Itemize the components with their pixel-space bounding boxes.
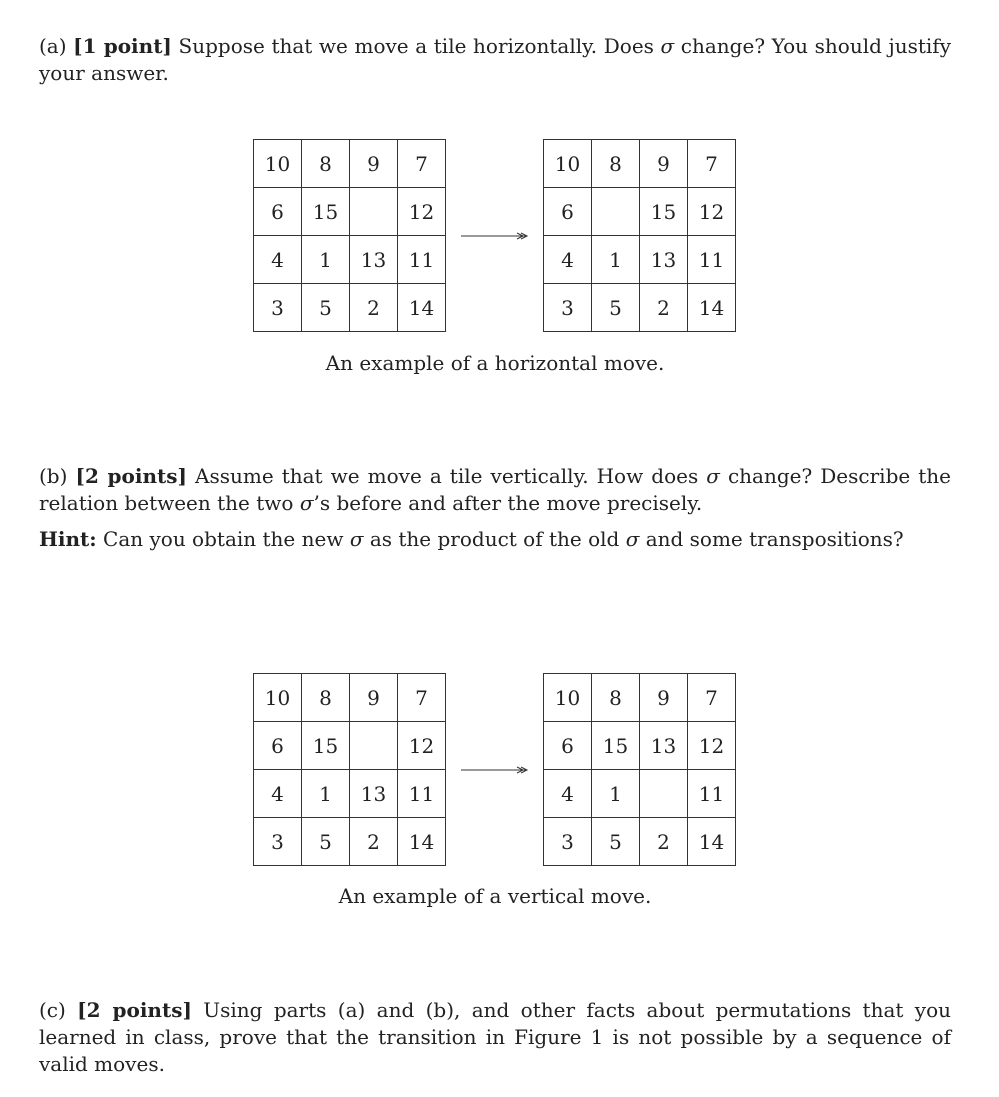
part-b-question	[39, 463, 951, 517]
tile: 5	[592, 818, 640, 866]
empty-tile	[350, 188, 398, 236]
tile: 1	[302, 236, 350, 284]
grid-row	[254, 140, 446, 188]
part-b-hint	[39, 526, 951, 553]
part-b-label: (b)	[39, 464, 68, 488]
part-b-text: ’s before and after the move precisely.	[313, 491, 703, 515]
figure-b-caption: An example of a vertical move.	[338, 884, 652, 908]
grid-row	[544, 722, 736, 770]
part-b-points: [2 points]	[75, 464, 187, 488]
tile: 1	[592, 770, 640, 818]
tile: 1	[302, 770, 350, 818]
figure-b-before-grid	[253, 673, 446, 866]
part-c-label: (c)	[39, 998, 66, 1022]
tile: 15	[302, 722, 350, 770]
tile: 3	[254, 284, 302, 332]
tile: 10	[254, 674, 302, 722]
grid-row	[544, 188, 736, 236]
tile: 15	[592, 722, 640, 770]
grid-row	[544, 770, 736, 818]
tile: 8	[592, 140, 640, 188]
part-c-text: Using parts (a) and (b), and other facts about permutations that you learned in class, prove that the transition in Figure 1 is not possible by a sequence of valid moves.	[39, 998, 952, 1076]
tile: 7	[398, 674, 446, 722]
part-a-points: [1 point]	[73, 34, 172, 58]
tile: 2	[640, 818, 688, 866]
tile: 5	[302, 818, 350, 866]
grid-row	[254, 188, 446, 236]
tile: 3	[254, 818, 302, 866]
grid-row	[544, 674, 736, 722]
grid-row	[254, 818, 446, 866]
tile: 12	[398, 722, 446, 770]
tile: 12	[398, 188, 446, 236]
grid-row	[544, 818, 736, 866]
grid-row	[544, 284, 736, 332]
part-a-question	[39, 33, 951, 87]
tile: 2	[350, 284, 398, 332]
grid-row	[254, 236, 446, 284]
part-c-question	[39, 997, 951, 1078]
figure-b-after-grid	[543, 673, 736, 866]
tile: 3	[544, 284, 592, 332]
sigma-symbol: σ	[706, 464, 720, 488]
tile: 6	[254, 188, 302, 236]
tile: 14	[398, 284, 446, 332]
sigma-symbol: σ	[299, 491, 314, 515]
tile: 10	[544, 140, 592, 188]
tile: 8	[302, 140, 350, 188]
tile: 8	[302, 674, 350, 722]
grid-row	[254, 674, 446, 722]
sigma-symbol: σ	[660, 34, 675, 58]
move-arrow-icon	[460, 229, 530, 243]
part-a-text: change? You should justify your answer.	[39, 34, 951, 85]
tile: 2	[640, 284, 688, 332]
tile: 9	[640, 140, 688, 188]
tile: 8	[592, 674, 640, 722]
sigma-symbol: σ	[625, 527, 640, 551]
grid-row	[254, 770, 446, 818]
tile: 7	[688, 140, 736, 188]
tile: 11	[398, 236, 446, 284]
tile: 4	[254, 770, 302, 818]
tile: 9	[640, 674, 688, 722]
tile: 13	[350, 236, 398, 284]
tile: 14	[688, 284, 736, 332]
figure-a-caption: An example of a horizontal move.	[325, 351, 665, 375]
tile: 14	[398, 818, 446, 866]
tile: 10	[254, 140, 302, 188]
tile: 1	[592, 236, 640, 284]
tile: 14	[688, 818, 736, 866]
hint-text: as the product of the old	[363, 527, 626, 551]
tile: 11	[688, 770, 736, 818]
part-a-text: Suppose that we move a tile horizontally. Does	[171, 34, 661, 58]
tile: 13	[640, 722, 688, 770]
tile: 12	[688, 188, 736, 236]
empty-tile	[640, 770, 688, 818]
tile: 11	[398, 770, 446, 818]
empty-tile	[350, 722, 398, 770]
tile: 3	[544, 818, 592, 866]
tile: 5	[302, 284, 350, 332]
tile: 13	[640, 236, 688, 284]
grid-row	[254, 284, 446, 332]
figure-a-after-grid	[543, 139, 736, 332]
tile: 15	[302, 188, 350, 236]
tile: 9	[350, 674, 398, 722]
tile: 13	[350, 770, 398, 818]
grid-row	[544, 236, 736, 284]
figure-a-before-grid	[253, 139, 446, 332]
tile: 10	[544, 674, 592, 722]
sigma-symbol: σ	[349, 527, 364, 551]
tile: 4	[544, 236, 592, 284]
tile: 11	[688, 236, 736, 284]
tile: 7	[688, 674, 736, 722]
hint-label: Hint:	[39, 527, 97, 551]
grid-row	[254, 722, 446, 770]
grid-row	[544, 140, 736, 188]
tile: 6	[254, 722, 302, 770]
tile: 6	[544, 188, 592, 236]
empty-tile	[592, 188, 640, 236]
hint-text: and some transpositions?	[639, 527, 904, 551]
part-b-text: change? Describe the relation between the two	[39, 464, 952, 515]
tile: 4	[544, 770, 592, 818]
tile: 5	[592, 284, 640, 332]
move-arrow-icon	[460, 763, 530, 777]
part-c-points: [2 points]	[77, 998, 192, 1022]
tile: 7	[398, 140, 446, 188]
tile: 2	[350, 818, 398, 866]
hint-text: Can you obtain the new	[96, 527, 350, 551]
part-a-label: (a)	[39, 34, 67, 58]
tile: 12	[688, 722, 736, 770]
tile: 4	[254, 236, 302, 284]
tile: 15	[640, 188, 688, 236]
tile: 9	[350, 140, 398, 188]
part-b-text: Assume that we move a tile vertically. How does	[186, 464, 707, 488]
tile: 6	[544, 722, 592, 770]
